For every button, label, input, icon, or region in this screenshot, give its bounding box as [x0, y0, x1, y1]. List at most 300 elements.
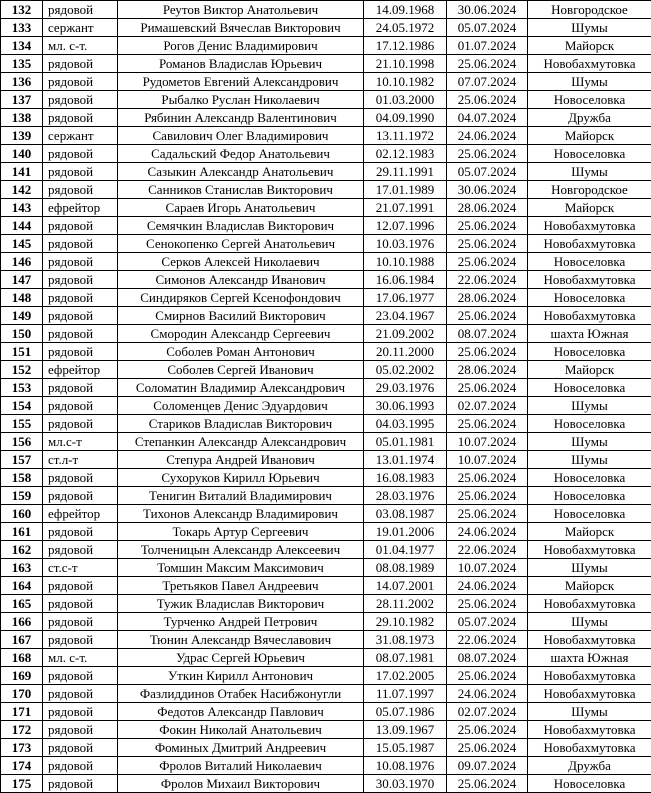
- table-row: [1, 91, 651, 109]
- rank-cell: рядовой: [43, 343, 118, 361]
- rank-cell: рядовой: [43, 325, 118, 343]
- birth-date-cell: 16.06.1984: [364, 271, 447, 289]
- death-date-cell: 07.07.2024: [447, 73, 528, 91]
- birth-date-cell: 13.01.1974: [364, 451, 447, 469]
- row-number: 162: [1, 541, 43, 559]
- birth-date-cell: 05.01.1981: [364, 433, 447, 451]
- birth-date-cell: 28.03.1976: [364, 487, 447, 505]
- row-number: 169: [1, 667, 43, 685]
- birth-date-cell: 08.08.1989: [364, 559, 447, 577]
- row-number: 136: [1, 73, 43, 91]
- death-date-cell: 04.07.2024: [447, 109, 528, 127]
- name-cell: Рыбалко Руслан Николаевич: [118, 91, 364, 109]
- place-cell: Шумы: [528, 19, 651, 37]
- rank-cell: мл.с-т: [43, 433, 118, 451]
- death-date-cell: 25.06.2024: [447, 91, 528, 109]
- place-cell: Шумы: [528, 73, 651, 91]
- death-date-cell: 22.06.2024: [447, 271, 528, 289]
- birth-date-cell: 31.08.1973: [364, 631, 447, 649]
- table-row: [1, 703, 651, 721]
- place-cell: Новоселовка: [528, 91, 651, 109]
- rank-cell: рядовой: [43, 271, 118, 289]
- row-number: 152: [1, 361, 43, 379]
- rank-cell: рядовой: [43, 541, 118, 559]
- table-row: [1, 469, 651, 487]
- place-cell: Новоселовка: [528, 253, 651, 271]
- death-date-cell: 25.06.2024: [447, 667, 528, 685]
- rank-cell: рядовой: [43, 415, 118, 433]
- death-date-cell: 30.06.2024: [447, 181, 528, 199]
- table-row: [1, 523, 651, 541]
- place-cell: Новоселовка: [528, 505, 651, 523]
- place-cell: Шумы: [528, 163, 651, 181]
- birth-date-cell: 21.10.1998: [364, 55, 447, 73]
- name-cell: Сараев Игорь Анатольевич: [118, 199, 364, 217]
- place-cell: Новобахмутовка: [528, 217, 651, 235]
- table-row: [1, 217, 651, 235]
- rank-cell: рядовой: [43, 145, 118, 163]
- name-cell: Смородин Александр Сергеевич: [118, 325, 364, 343]
- place-cell: Новоселовка: [528, 415, 651, 433]
- name-cell: Федотов Александр Павлович: [118, 703, 364, 721]
- table-row: [1, 541, 651, 559]
- name-cell: Фазлиддинов Отабек Насибжонугли: [118, 685, 364, 703]
- birth-date-cell: 04.09.1990: [364, 109, 447, 127]
- birth-date-cell: 05.02.2002: [364, 361, 447, 379]
- rank-cell: рядовой: [43, 379, 118, 397]
- name-cell: Смирнов Василий Викторович: [118, 307, 364, 325]
- rank-cell: рядовой: [43, 703, 118, 721]
- row-number: 160: [1, 505, 43, 523]
- place-cell: Новобахмутовка: [528, 739, 651, 757]
- name-cell: Сухоруков Кирилл Юрьевич: [118, 469, 364, 487]
- row-number: 149: [1, 307, 43, 325]
- row-number: 161: [1, 523, 43, 541]
- table-row: [1, 361, 651, 379]
- death-date-cell: 22.06.2024: [447, 541, 528, 559]
- birth-date-cell: 10.10.1988: [364, 253, 447, 271]
- table-row: [1, 775, 651, 793]
- place-cell: Майорск: [528, 361, 651, 379]
- rank-cell: сержант: [43, 127, 118, 145]
- table-row: [1, 37, 651, 55]
- row-number: 165: [1, 595, 43, 613]
- rank-cell: рядовой: [43, 685, 118, 703]
- death-date-cell: 25.06.2024: [447, 415, 528, 433]
- place-cell: Майорск: [528, 577, 651, 595]
- rank-cell: рядовой: [43, 55, 118, 73]
- place-cell: Майорск: [528, 127, 651, 145]
- table-row: [1, 685, 651, 703]
- row-number: 133: [1, 19, 43, 37]
- name-cell: Третьяков Павел Андреевич: [118, 577, 364, 595]
- row-number: 164: [1, 577, 43, 595]
- death-date-cell: 09.07.2024: [447, 757, 528, 775]
- place-cell: Новобахмутовка: [528, 685, 651, 703]
- row-number: 137: [1, 91, 43, 109]
- row-number: 132: [1, 1, 43, 19]
- row-number: 173: [1, 739, 43, 757]
- row-number: 135: [1, 55, 43, 73]
- row-number: 168: [1, 649, 43, 667]
- table-row: [1, 631, 651, 649]
- rank-cell: рядовой: [43, 739, 118, 757]
- death-date-cell: 30.06.2024: [447, 1, 528, 19]
- death-date-cell: 25.06.2024: [447, 235, 528, 253]
- table-row: [1, 343, 651, 361]
- name-cell: Реутов Виктор Анатольевич: [118, 1, 364, 19]
- name-cell: Садальский Федор Анатольевич: [118, 145, 364, 163]
- rank-cell: рядовой: [43, 397, 118, 415]
- table-row: [1, 487, 651, 505]
- row-number: 139: [1, 127, 43, 145]
- name-cell: Турченко Андрей Петрович: [118, 613, 364, 631]
- death-date-cell: 25.06.2024: [447, 775, 528, 793]
- name-cell: Рогов Денис Владимирович: [118, 37, 364, 55]
- birth-date-cell: 01.04.1977: [364, 541, 447, 559]
- death-date-cell: 05.07.2024: [447, 19, 528, 37]
- table-row: [1, 271, 651, 289]
- place-cell: шахта Южная: [528, 325, 651, 343]
- death-date-cell: 05.07.2024: [447, 613, 528, 631]
- row-number: 170: [1, 685, 43, 703]
- rank-cell: рядовой: [43, 613, 118, 631]
- table-row: [1, 721, 651, 739]
- name-cell: Савилович Олег Владимирович: [118, 127, 364, 145]
- rank-cell: рядовой: [43, 109, 118, 127]
- table-row: [1, 595, 651, 613]
- row-number: 172: [1, 721, 43, 739]
- name-cell: Романов Владислав Юрьевич: [118, 55, 364, 73]
- rank-cell: рядовой: [43, 595, 118, 613]
- name-cell: Тужик Владислав Викторович: [118, 595, 364, 613]
- name-cell: Стариков Владислав Викторович: [118, 415, 364, 433]
- place-cell: Новобахмутовка: [528, 667, 651, 685]
- row-number: 175: [1, 775, 43, 793]
- name-cell: Синдиряков Сергей Ксенофондович: [118, 289, 364, 307]
- name-cell: Рябинин Александр Валентинович: [118, 109, 364, 127]
- birth-date-cell: 10.10.1982: [364, 73, 447, 91]
- table-row: [1, 73, 651, 91]
- row-number: 145: [1, 235, 43, 253]
- death-date-cell: 25.06.2024: [447, 307, 528, 325]
- place-cell: Новобахмутовка: [528, 55, 651, 73]
- place-cell: Новобахмутовка: [528, 235, 651, 253]
- name-cell: Фоминых Дмитрий Андреевич: [118, 739, 364, 757]
- place-cell: Новобахмутовка: [528, 271, 651, 289]
- row-number: 150: [1, 325, 43, 343]
- birth-date-cell: 17.01.1989: [364, 181, 447, 199]
- death-date-cell: 25.06.2024: [447, 55, 528, 73]
- name-cell: Сенокопенко Сергей Анатольевич: [118, 235, 364, 253]
- birth-date-cell: 13.11.1972: [364, 127, 447, 145]
- name-cell: Семячкин Владислав Викторович: [118, 217, 364, 235]
- place-cell: Новобахмутовка: [528, 721, 651, 739]
- name-cell: Тенигин Виталий Владимирович: [118, 487, 364, 505]
- row-number: 154: [1, 397, 43, 415]
- table-row: [1, 613, 651, 631]
- death-date-cell: 02.07.2024: [447, 703, 528, 721]
- birth-date-cell: 10.03.1976: [364, 235, 447, 253]
- place-cell: Новоселовка: [528, 487, 651, 505]
- row-number: 166: [1, 613, 43, 631]
- rank-cell: ст.л-т: [43, 451, 118, 469]
- birth-date-cell: 20.11.2000: [364, 343, 447, 361]
- death-date-cell: 01.07.2024: [447, 37, 528, 55]
- death-date-cell: 25.06.2024: [447, 487, 528, 505]
- birth-date-cell: 10.08.1976: [364, 757, 447, 775]
- row-number: 142: [1, 181, 43, 199]
- place-cell: Дружба: [528, 109, 651, 127]
- rank-cell: рядовой: [43, 631, 118, 649]
- table-row: [1, 19, 651, 37]
- death-date-cell: 22.06.2024: [447, 631, 528, 649]
- rank-cell: рядовой: [43, 73, 118, 91]
- death-date-cell: 28.06.2024: [447, 361, 528, 379]
- name-cell: Фролов Михаил Викторович: [118, 775, 364, 793]
- death-date-cell: 25.06.2024: [447, 145, 528, 163]
- table-row: [1, 757, 651, 775]
- birth-date-cell: 29.03.1976: [364, 379, 447, 397]
- place-cell: Новоселовка: [528, 775, 651, 793]
- birth-date-cell: 30.03.1970: [364, 775, 447, 793]
- place-cell: Майорск: [528, 37, 651, 55]
- name-cell: Токарь Артур Сергеевич: [118, 523, 364, 541]
- birth-date-cell: 08.07.1981: [364, 649, 447, 667]
- row-number: 134: [1, 37, 43, 55]
- table-row: [1, 163, 651, 181]
- rank-cell: рядовой: [43, 757, 118, 775]
- death-date-cell: 25.06.2024: [447, 505, 528, 523]
- place-cell: Шумы: [528, 613, 651, 631]
- death-date-cell: 10.07.2024: [447, 433, 528, 451]
- rank-cell: сержант: [43, 19, 118, 37]
- birth-date-cell: 03.08.1987: [364, 505, 447, 523]
- place-cell: Шумы: [528, 451, 651, 469]
- table-row: [1, 55, 651, 73]
- name-cell: Тихонов Александр Владимирович: [118, 505, 364, 523]
- rank-cell: рядовой: [43, 181, 118, 199]
- rank-cell: рядовой: [43, 217, 118, 235]
- birth-date-cell: 04.03.1995: [364, 415, 447, 433]
- table-row: [1, 325, 651, 343]
- death-date-cell: 25.06.2024: [447, 343, 528, 361]
- place-cell: шахта Южная: [528, 649, 651, 667]
- row-number: 174: [1, 757, 43, 775]
- place-cell: Новоселовка: [528, 379, 651, 397]
- name-cell: Томшин Максим Максимович: [118, 559, 364, 577]
- rank-cell: рядовой: [43, 289, 118, 307]
- birth-date-cell: 14.09.1968: [364, 1, 447, 19]
- birth-date-cell: 05.07.1986: [364, 703, 447, 721]
- name-cell: Фролов Виталий Николаевич: [118, 757, 364, 775]
- row-number: 148: [1, 289, 43, 307]
- table-row: [1, 127, 651, 145]
- name-cell: Степанкин Александр Александрович: [118, 433, 364, 451]
- place-cell: Шумы: [528, 559, 651, 577]
- place-cell: Майорск: [528, 199, 651, 217]
- birth-date-cell: 30.06.1993: [364, 397, 447, 415]
- death-date-cell: 24.06.2024: [447, 577, 528, 595]
- row-number: 146: [1, 253, 43, 271]
- name-cell: Соболев Роман Антонович: [118, 343, 364, 361]
- place-cell: Новобахмутовка: [528, 307, 651, 325]
- place-cell: Дружба: [528, 757, 651, 775]
- row-number: 157: [1, 451, 43, 469]
- table-row: [1, 559, 651, 577]
- rank-cell: рядовой: [43, 577, 118, 595]
- birth-date-cell: 01.03.2000: [364, 91, 447, 109]
- rank-cell: рядовой: [43, 523, 118, 541]
- table-row: [1, 649, 651, 667]
- row-number: 138: [1, 109, 43, 127]
- table-row: [1, 1, 651, 19]
- birth-date-cell: 29.10.1982: [364, 613, 447, 631]
- birth-date-cell: 23.04.1967: [364, 307, 447, 325]
- birth-date-cell: 21.09.2002: [364, 325, 447, 343]
- place-cell: Новгородское: [528, 181, 651, 199]
- table-row: [1, 451, 651, 469]
- table-row: [1, 289, 651, 307]
- birth-date-cell: 24.05.1972: [364, 19, 447, 37]
- table-row: [1, 307, 651, 325]
- name-cell: Тюнин Александр Вячеславович: [118, 631, 364, 649]
- rank-cell: ст.с-т: [43, 559, 118, 577]
- row-number: 140: [1, 145, 43, 163]
- birth-date-cell: 17.12.1986: [364, 37, 447, 55]
- name-cell: Сазыкин Александр Анатольевич: [118, 163, 364, 181]
- row-number: 167: [1, 631, 43, 649]
- death-date-cell: 02.07.2024: [447, 397, 528, 415]
- death-date-cell: 25.06.2024: [447, 721, 528, 739]
- name-cell: Соболев Сергей Иванович: [118, 361, 364, 379]
- place-cell: Новоселовка: [528, 289, 651, 307]
- row-number: 153: [1, 379, 43, 397]
- table-row: [1, 253, 651, 271]
- row-number: 159: [1, 487, 43, 505]
- name-cell: Соломатин Владимир Александрович: [118, 379, 364, 397]
- name-cell: Соломенцев Денис Эдуардович: [118, 397, 364, 415]
- place-cell: Майорск: [528, 523, 651, 541]
- row-number: 143: [1, 199, 43, 217]
- row-number: 144: [1, 217, 43, 235]
- rank-cell: рядовой: [43, 775, 118, 793]
- death-date-cell: 08.07.2024: [447, 325, 528, 343]
- table-row: [1, 397, 651, 415]
- row-number: 141: [1, 163, 43, 181]
- death-date-cell: 08.07.2024: [447, 649, 528, 667]
- place-cell: Шумы: [528, 433, 651, 451]
- table-row: [1, 145, 651, 163]
- rank-cell: ефрейтор: [43, 505, 118, 523]
- death-date-cell: 24.06.2024: [447, 685, 528, 703]
- name-cell: Толченицын Александр Алексеевич: [118, 541, 364, 559]
- row-number: 163: [1, 559, 43, 577]
- birth-date-cell: 21.07.1991: [364, 199, 447, 217]
- table-row: [1, 577, 651, 595]
- birth-date-cell: 02.12.1983: [364, 145, 447, 163]
- death-date-cell: 28.06.2024: [447, 199, 528, 217]
- birth-date-cell: 14.07.2001: [364, 577, 447, 595]
- death-date-cell: 10.07.2024: [447, 559, 528, 577]
- birth-date-cell: 12.07.1996: [364, 217, 447, 235]
- table-row: [1, 181, 651, 199]
- place-cell: Шумы: [528, 703, 651, 721]
- death-date-cell: 25.06.2024: [447, 217, 528, 235]
- rank-cell: мл. с-т.: [43, 37, 118, 55]
- birth-date-cell: 19.01.2006: [364, 523, 447, 541]
- row-number: 147: [1, 271, 43, 289]
- table-body: [1, 1, 651, 793]
- row-number: 171: [1, 703, 43, 721]
- name-cell: Рудометов Евгений Александрович: [118, 73, 364, 91]
- rank-cell: рядовой: [43, 721, 118, 739]
- table-row: [1, 109, 651, 127]
- row-number: 155: [1, 415, 43, 433]
- rank-cell: рядовой: [43, 469, 118, 487]
- name-cell: Серков Алексей Николаевич: [118, 253, 364, 271]
- rank-cell: рядовой: [43, 253, 118, 271]
- name-cell: Симонов Александр Иванович: [118, 271, 364, 289]
- death-date-cell: 10.07.2024: [447, 451, 528, 469]
- death-date-cell: 05.07.2024: [447, 163, 528, 181]
- table-row: [1, 505, 651, 523]
- rank-cell: рядовой: [43, 307, 118, 325]
- place-cell: Новоселовка: [528, 145, 651, 163]
- row-number: 156: [1, 433, 43, 451]
- name-cell: Степура Андрей Иванович: [118, 451, 364, 469]
- name-cell: Римашевский Вячеслав Викторович: [118, 19, 364, 37]
- death-date-cell: 25.06.2024: [447, 379, 528, 397]
- death-date-cell: 25.06.2024: [447, 739, 528, 757]
- death-date-cell: 25.06.2024: [447, 595, 528, 613]
- name-cell: Удрас Сергей Юрьевич: [118, 649, 364, 667]
- row-number: 151: [1, 343, 43, 361]
- death-date-cell: 24.06.2024: [447, 127, 528, 145]
- rank-cell: рядовой: [43, 487, 118, 505]
- death-date-cell: 25.06.2024: [447, 253, 528, 271]
- rank-cell: рядовой: [43, 667, 118, 685]
- table-row: [1, 379, 651, 397]
- birth-date-cell: 13.09.1967: [364, 721, 447, 739]
- place-cell: Новобахмутовка: [528, 541, 651, 559]
- birth-date-cell: 17.06.1977: [364, 289, 447, 307]
- rank-cell: рядовой: [43, 91, 118, 109]
- birth-date-cell: 29.11.1991: [364, 163, 447, 181]
- place-cell: Новоселовка: [528, 343, 651, 361]
- rank-cell: ефрейтор: [43, 199, 118, 217]
- death-date-cell: 28.06.2024: [447, 289, 528, 307]
- rank-cell: рядовой: [43, 163, 118, 181]
- birth-date-cell: 17.02.2005: [364, 667, 447, 685]
- table-row: [1, 415, 651, 433]
- name-cell: Уткин Кирилл Антонович: [118, 667, 364, 685]
- table-row: [1, 199, 651, 217]
- table-row: [1, 739, 651, 757]
- rank-cell: рядовой: [43, 235, 118, 253]
- place-cell: Шумы: [528, 397, 651, 415]
- name-cell: Фокин Николай Анатольевич: [118, 721, 364, 739]
- table-row: [1, 433, 651, 451]
- death-date-cell: 25.06.2024: [447, 469, 528, 487]
- rank-cell: ефрейтор: [43, 361, 118, 379]
- rank-cell: мл. с-т.: [43, 649, 118, 667]
- place-cell: Новоселовка: [528, 469, 651, 487]
- birth-date-cell: 15.05.1987: [364, 739, 447, 757]
- place-cell: Новгородское: [528, 1, 651, 19]
- table-row: [1, 235, 651, 253]
- name-cell: Санников Станислав Викторович: [118, 181, 364, 199]
